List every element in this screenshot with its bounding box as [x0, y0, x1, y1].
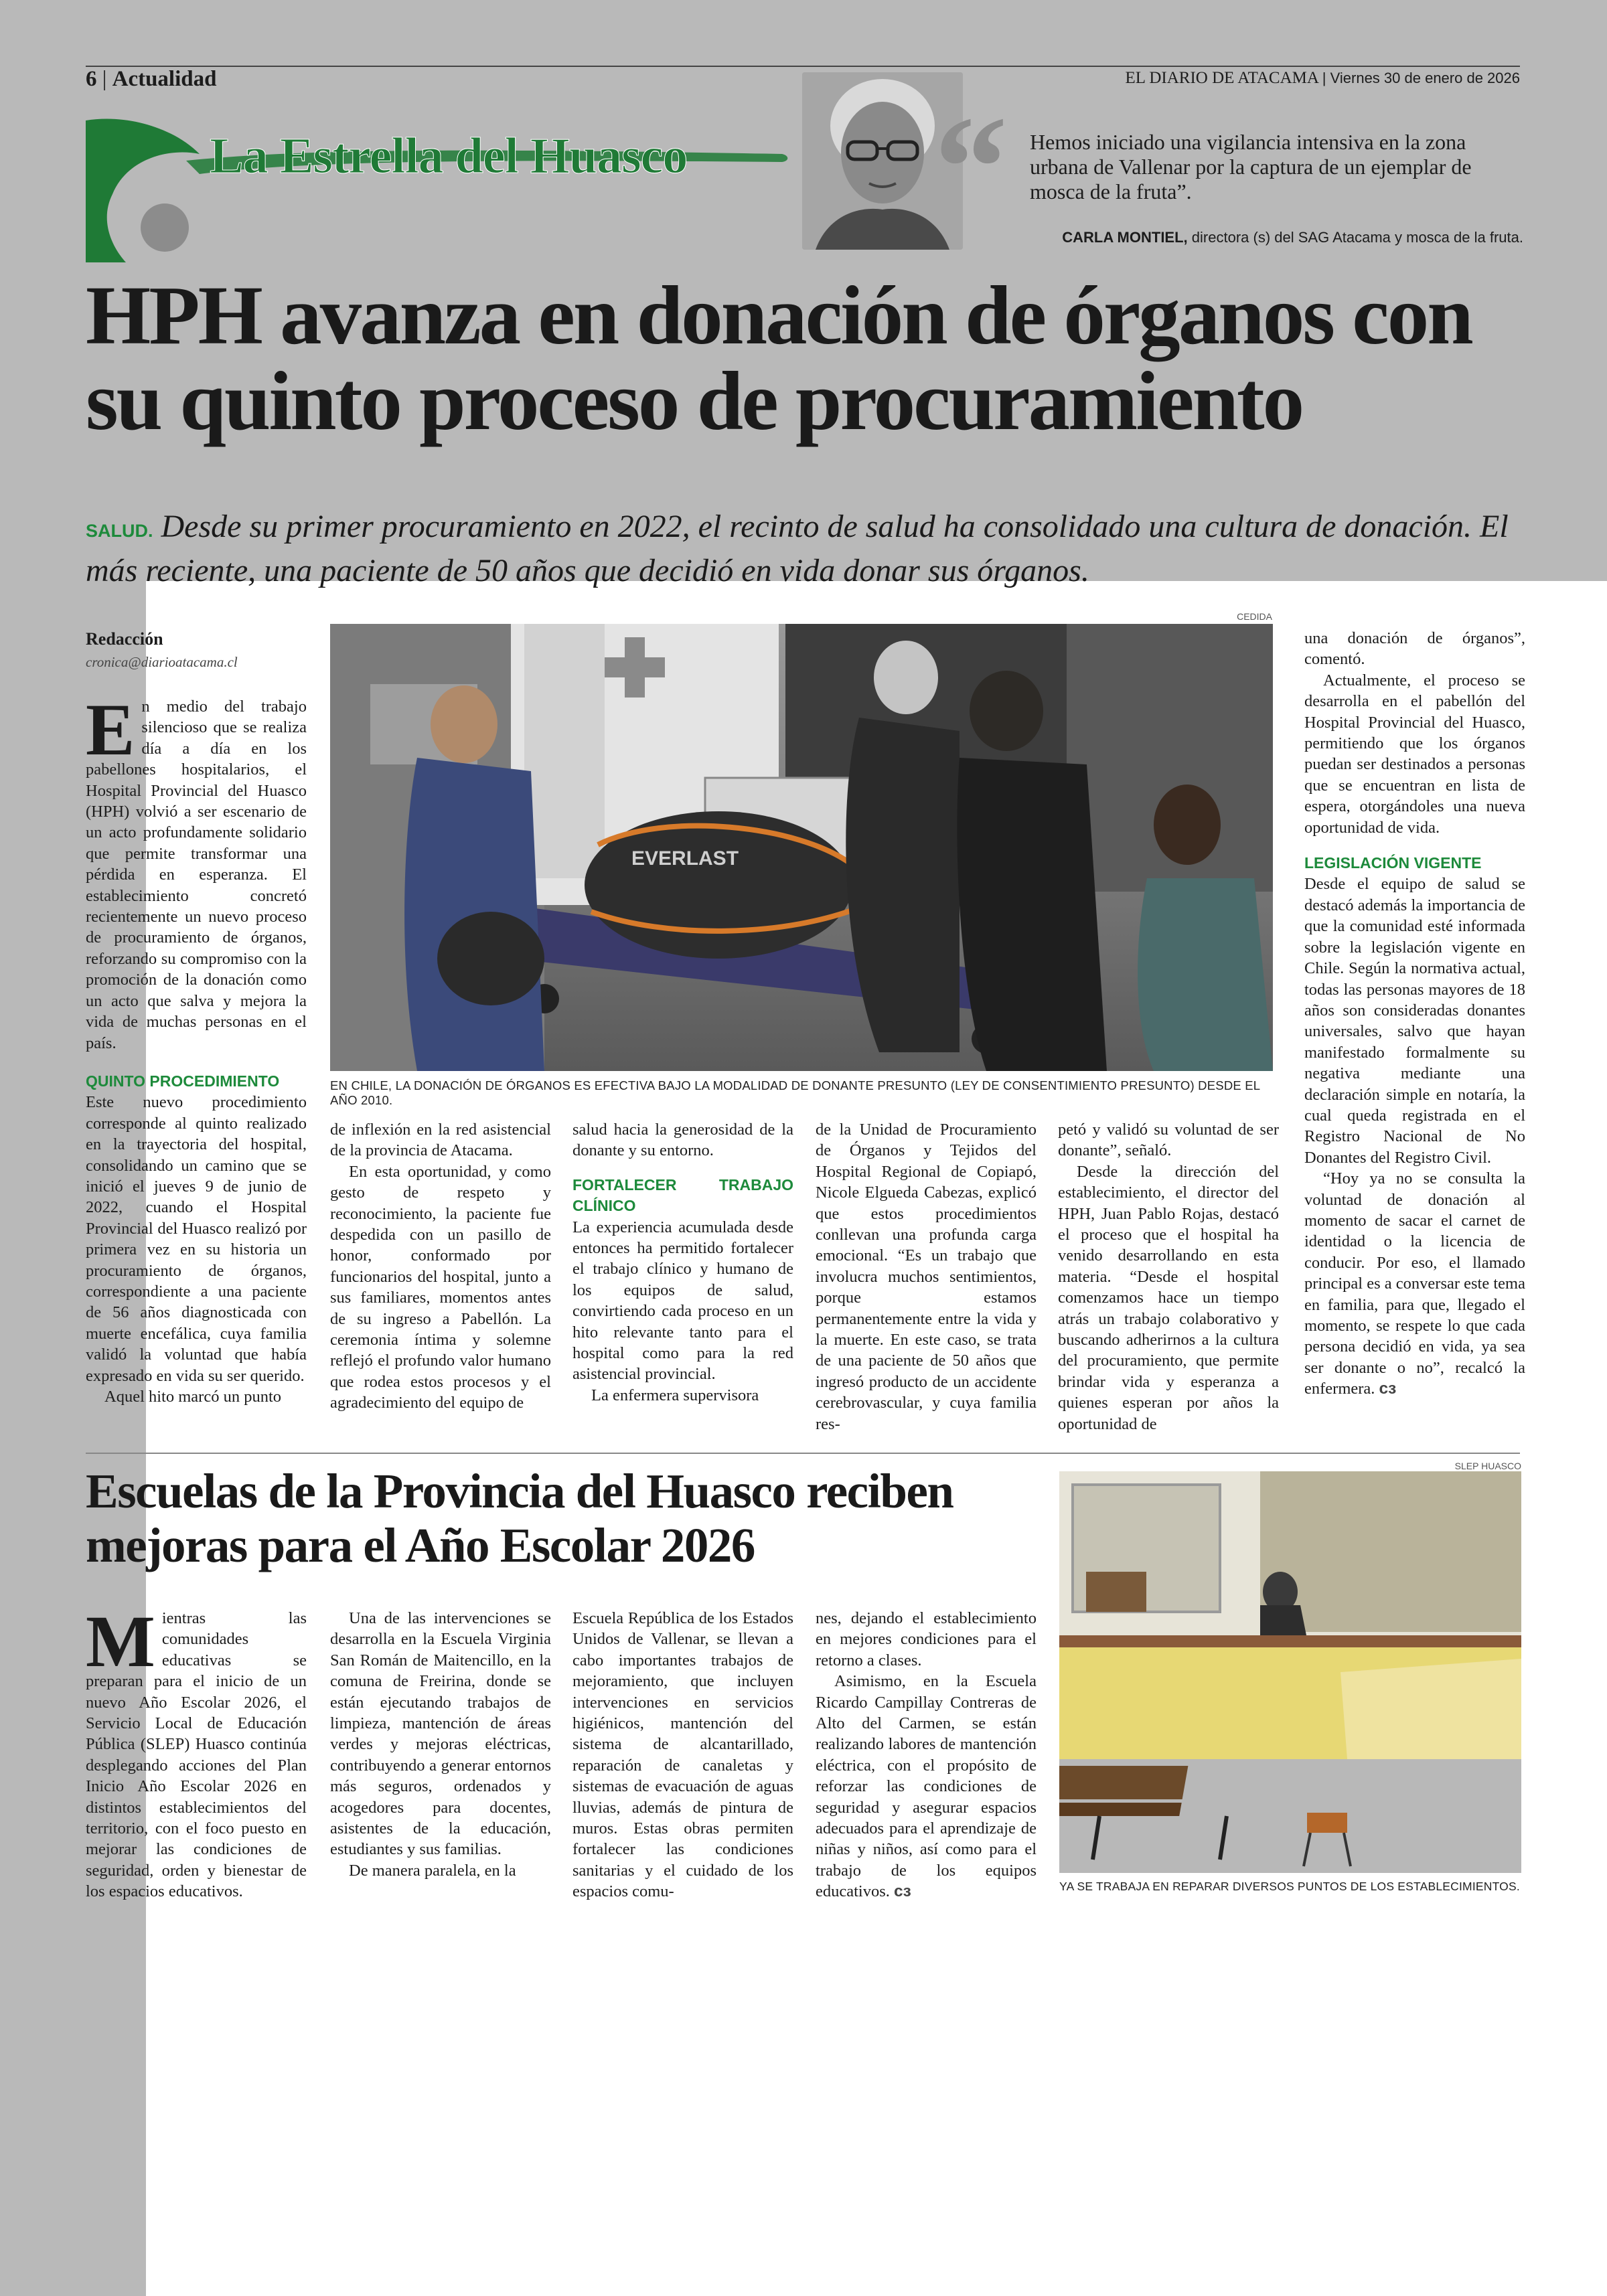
article1-email: cronica@diarioatacama.cl — [86, 654, 238, 670]
article1-col1-paragraph-2: Este nuevo procedimiento corresponde al quinto realizado en la trayectoria del hospital, consolidando un camino que se inició el jueves 9 de junio de 2022, cuando el Hospital Provincial del Huasco realizó por primera vez en su historia un procuramiento de órganos, correspondiente a una paciente de 56 años diagnosticada con muerte encefálica, cuya familia validó la voluntad que había expresado en vida su ser querido. — [86, 1093, 307, 1385]
article1-photo-credit: CEDIDA — [1237, 611, 1272, 622]
section-name: Actualidad — [112, 67, 217, 91]
article2-column-1 — [86, 1601, 307, 1902]
masthead-info: EL DIARIO DE ATACAMA | Viernes 30 de enero de 2026 — [1125, 69, 1520, 87]
article1-photo — [330, 624, 1273, 1071]
article2-col3-paragraph-1: Escuela República de los Estados Unidos de Vallenar, se llevan a cabo importantes trabajos de mejoramiento, que incluyen intervenciones en servicios higiénicos, mantención del sistema de alcantarillado, reparación de canaletas y sistemas de evacuación de aguas lluvias, además de pintura de muros. Estas obras permiten fortalecer las condiciones sanitarias y el cuidado de los espacios comu- — [572, 1609, 793, 1901]
article1-deck-text: Desde su primer procuramiento en 2022, el recinto de salud ha consolidado una cultura de donación. El más reciente, una paciente de 50 años que decidió en vida donar sus órganos. — [86, 509, 1509, 588]
article1-col1-paragraph-1: n medio del trabajo silencioso que se realiza día a día en los pabellones hospitalarios, el Hospital Provincial del Huasco (HPH) volvió a ser escenario de un acto profundamente solidario que permite transformar una pérdida en esperanza. El establecimiento concretó recientemente un nuevo proceso de procuramiento de órganos, reforzando su compromiso con la promoción de la donación como un acto que salva y mejora la vida de muchas personas en el país. — [86, 698, 307, 1052]
article1-column-6 — [1304, 628, 1525, 1400]
article2-column-2 — [330, 1608, 551, 1881]
article2-photo — [1059, 1471, 1521, 1873]
quote-mark-icon: “ — [934, 86, 1008, 249]
article1-column-1 — [86, 689, 307, 1407]
quote-attribution — [1035, 229, 1523, 246]
banner-quote: Hemos iniciado una vigilancia intensiva en la zona urbana de Vallenar por la captura de un ejemplar de mosca de la fruta”. — [1030, 130, 1472, 203]
newspaper-name: EL DIARIO DE ATACAMA — [1125, 69, 1318, 87]
page-number: 6 — [86, 67, 97, 91]
article1-col4-paragraph-1: de la Unidad de Procuramiento de Órganos y Tejidos del Hospital Regional de Copiapó, Nicole Elgueda Cabezas, explicó que estos procedimientos conllevan una profunda carga emocional. “Es un trabajo que involucra muchos sentimientos, porque estamos permanentemente entre la vida y la muerte. En este caso, se trata de una paciente de 50 años que ingresó producto de un accidente cerebrovascular, y cuya familia res- — [816, 1121, 1037, 1433]
article2-col4-paragraph-1: nes, dejando el establecimiento en mejores condiciones para el retorno a clases. — [816, 1609, 1037, 1669]
article1-col2-paragraph-2: En esta oportunidad, y como gesto de respeto y reconocimiento, la paciente fue despedida con un pasillo de honor, conformado por funcionarios del hospital, junto a sus familiares, momentos antes de su ingreso a Pabellón. La ceremonia íntima y solemne reflejó el profundo valor humano que rodea estos procesos y el agradecimiento del equipo de — [330, 1162, 551, 1412]
article2-photo-caption: YA SE TRABAJA EN REPARAR DIVERSOS PUNTOS DE LOS ESTABLECIMIENTOS. — [1059, 1880, 1520, 1893]
article-separator — [86, 1453, 1520, 1454]
quote-author: CARLA MONTIEL, — [1062, 229, 1188, 246]
article1-col3-paragraph-3: La enfermera supervisora — [591, 1386, 759, 1404]
article1-col6-paragraph-2: Actualmente, el proceso se desarrolla en el pabellón del Hospital Provincial del Huasco, permitiendo que los órganos puedan ser destinados a personas que se encuentran en lista de espera, otorgándoles una nueva oportunidad de vida. — [1304, 671, 1525, 837]
article1-kicker: SALUD. — [86, 521, 153, 541]
article1-col6-paragraph-3: Desde el equipo de salud se destacó además la importancia de que la comunidad esté informada sobre la legislación vigente en Chile. Según la normativa actual, todas las personas mayores de 18 años son consideradas donantes universales, salvo que hayan manifestado formalmente su negativa mediante una declaración simple en notaría, la cual queda registrada en el Registro Nacional de No Donantes del Registro Civil. — [1304, 875, 1525, 1167]
article1-column-2 — [330, 1119, 551, 1414]
article1-headline: HPH avanza en donación de órganos con su quinto proceso de procuramiento — [86, 270, 1472, 448]
quote-role: directora (s) del SAG Atacama y mosca de la fruta. — [1191, 229, 1523, 246]
article2-photo-credit: SLEP HUASCO — [1454, 1461, 1521, 1471]
article2-col4-paragraph-2-text: Asimismo, en la Escuela Ricardo Campillay Contreras de Alto del Carmen, se están realizando labores de mantención eléctrica, con el propósito de reforzar las condiciones de seguridad y asegurar espacios adecuados para el aprendizaje de niñas y niños, así como para el trabajo de los equipos educativos. — [816, 1672, 1037, 1901]
end-mark-icon: cɜ — [894, 1882, 911, 1901]
article1-byline: Redacción — [86, 629, 163, 649]
logo-text: La Estrella del Huasco — [210, 128, 688, 184]
article1-column-3 — [572, 1119, 793, 1406]
article1-col5-paragraph-1: petó y validó su voluntad de ser donante”, señaló. — [1058, 1121, 1279, 1160]
article1-col6-paragraph-4 — [1304, 1168, 1525, 1399]
article1-col2-paragraph-1: de inflexión en la red asistencial de la provincia de Atacama. — [330, 1121, 551, 1160]
article1-deck — [86, 507, 1532, 590]
article2-col1-paragraph-1: ientras las comunidades educativas se preparan para el inicio de un nuevo Año Escolar 2026, el Servicio Local de Educación Pública (SLEP) Huasco continúa desplegando acciones del Plan Inicio Año Escolar 2026 en distintos establecimientos del territorio, con el foco puesto en mejorar las condiciones de seguridad, orden y bienestar de los espacios educativos. — [86, 1609, 307, 1901]
article1-column-5 — [1058, 1119, 1279, 1434]
header-rule — [86, 66, 1520, 67]
article1-col1-paragraph-3: Aquel hito marcó un punto — [104, 1388, 282, 1406]
article1-col6-paragraph-1: una donación de órganos”, comentó. — [1304, 629, 1525, 669]
article1-col6-paragraph-4-text: “Hoy ya no se consulta la voluntad de donación al momento de sacar el carnet de identidad o la licencia de conducir. Por eso, el llamado principal es a conversar este tema en familia, para que, llegado el momento, se respete lo que cada persona decidió en vida, ya sea ser donante o no”, recalcó la enfermera. — [1304, 1169, 1525, 1398]
article1-photo-caption: EN CHILE, LA DONACIÓN DE ÓRGANOS ES EFECTIVA BAJO LA MODALIDAD DE DONANTE PRESUNTO (LEY DE CONSENTIMIENTO PRESUNTO) DESDE EL AÑO 2010. — [330, 1078, 1260, 1107]
article2-col2-paragraph-1: Una de las intervenciones se desarrolla en la Escuela Virginia San Román de Maitencillo, en la comuna de Freirina, donde se están ejecutando trabajos de limpieza, mantención de áreas verdes y mejoras eléctricas, contribuyendo a generar entornos más seguros, ordenados y acogedores para docentes, asistentes de la educación, estudiantes y sus familias. — [330, 1609, 551, 1859]
article2-dropcap: M — [86, 1601, 155, 1682]
end-mark-icon: cɜ — [1379, 1380, 1397, 1398]
article1-subhead-legislacion: LEGISLACIÓN VIGENTE — [1304, 854, 1482, 872]
ambulance-stretcher-photo-icon — [330, 624, 1273, 1071]
article2-col2-paragraph-2: De manera paralela, en la — [349, 1861, 516, 1880]
issue-date: Viernes 30 de enero de 2026 — [1330, 70, 1520, 86]
logo-block — [86, 114, 795, 262]
article1-subhead-quinto: QUINTO PROCEDIMIENTO — [86, 1072, 280, 1090]
article1-column-4 — [816, 1119, 1037, 1434]
article1-dropcap: E — [86, 689, 135, 770]
school-corridor-photo-icon — [1059, 1471, 1521, 1873]
article1-subhead-fortalecer: FORTALECER TRABAJO CLÍNICO — [572, 1175, 793, 1215]
article1-col5-paragraph-2: Desde la dirección del establecimiento, el director del HPH, Juan Pablo Rojas, destacó el proceso que el hospital ha venido desarrollando en esta materia. “Desde el hospital comenzamos hace un tiempo atrás un trabajo colaborativo y buscando adherirnos a la cultura del procuramiento, que permite brindar vida y esperanza a quienes esperan por años la oportunidad de — [1058, 1162, 1279, 1433]
article2-headline: Escuelas de la Provincia del Huasco reciben mejoras para el Año Escolar 2026 — [86, 1464, 953, 1572]
article1-col3-paragraph-2: La experiencia acumulada desde entonces ha permitido fortalecer el trabajo clínico y humano de los equipos de salud, convirtiendo cada proceso en un hito relevante tanto para el hospital como para la red asistencial provincial. — [572, 1218, 793, 1384]
article2-col4-paragraph-2 — [816, 1671, 1037, 1902]
everlast-bag-label: EVERLAST — [631, 847, 739, 870]
article2-column-3 — [572, 1608, 793, 1902]
article1-col3-paragraph-1: salud hacia la generosidad de la donante y su entorno. — [572, 1121, 793, 1160]
article2-column-4 — [816, 1608, 1037, 1902]
page-section-label: 6 | Actualidad — [86, 67, 217, 91]
